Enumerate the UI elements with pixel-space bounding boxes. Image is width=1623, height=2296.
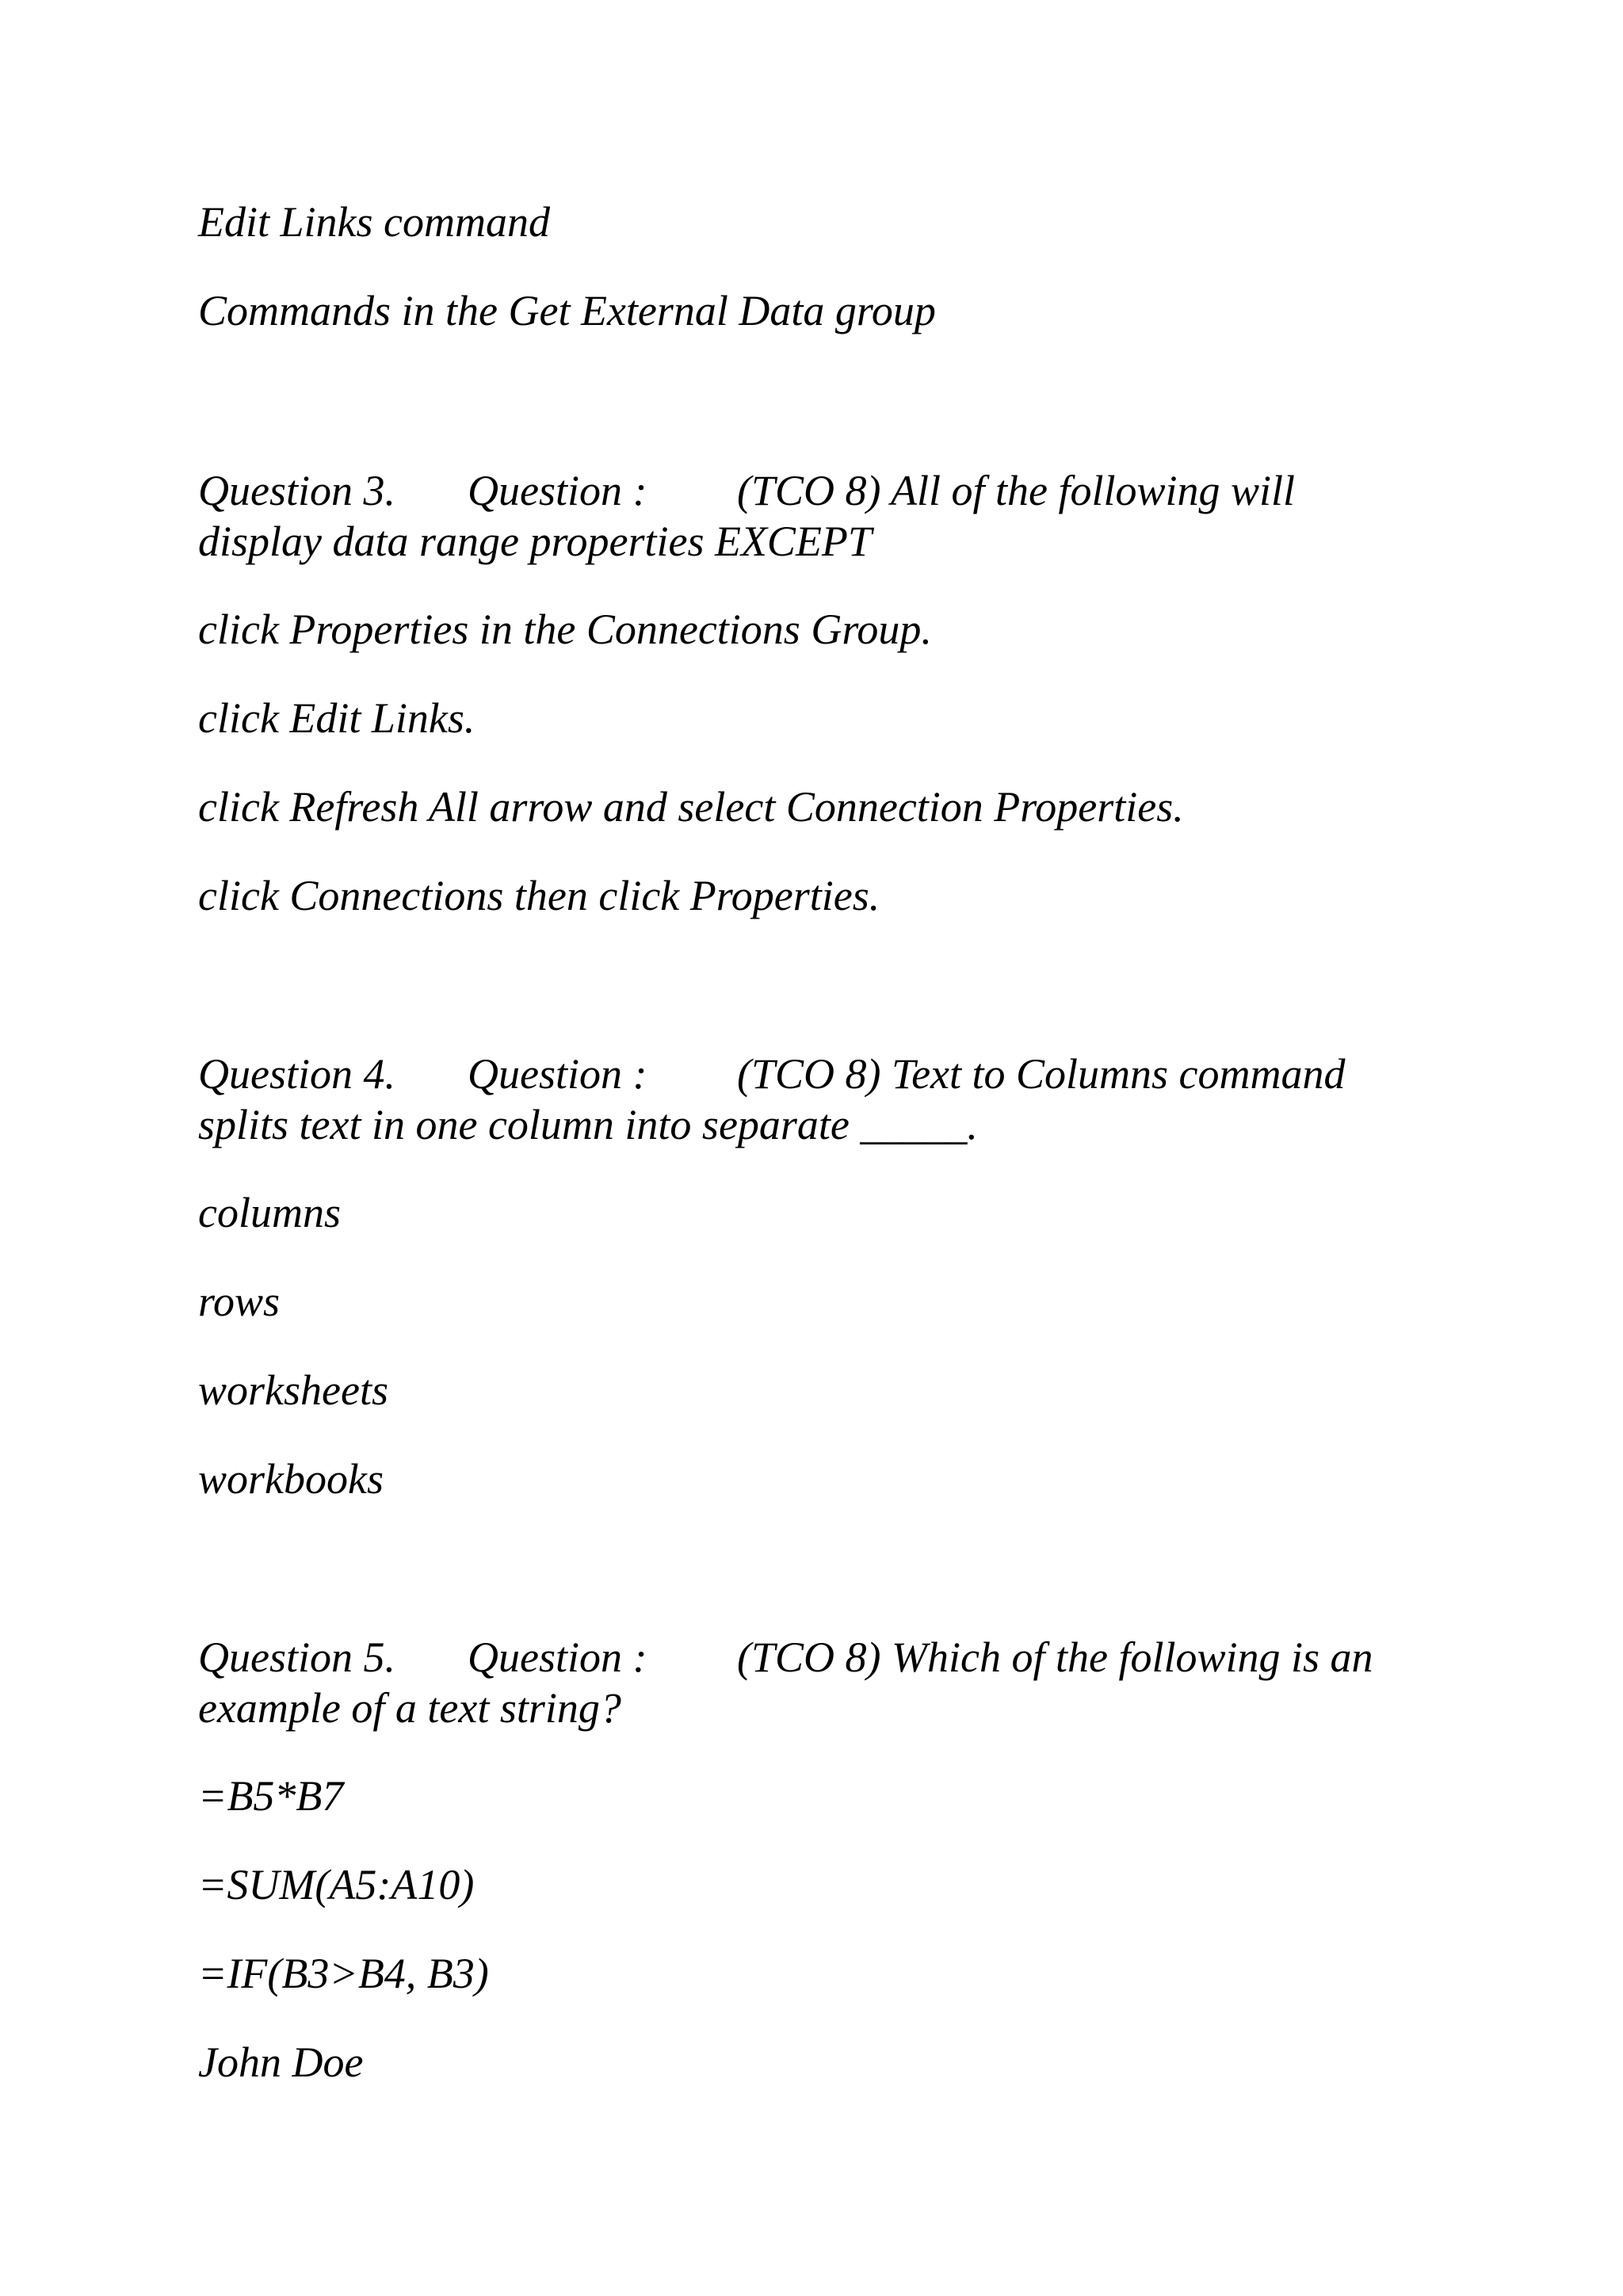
answer-option: =SUM(A5:A10) [198,1861,475,1908]
question-label: Question : [468,1050,647,1098]
question-number: Question 3. [198,467,395,514]
question-text: (TCO 8) Which of the following is an [737,1633,1373,1681]
answer-option: rows [198,1278,281,1325]
answer-option: columns [198,1189,341,1236]
answer-option: =B5*B7 [198,1772,344,1820]
answer-option: click Refresh All arrow and select Connection Properties. [198,783,1184,831]
question-block [198,465,1434,567]
answer-option: click Properties in the Connections Group. [198,606,932,653]
question-number: Question 4. [198,1050,395,1098]
question-text-continued: display data range properties EXCEPT [198,518,872,565]
answer-option: click Edit Links. [198,694,475,742]
answer-option: workbooks [198,1455,384,1503]
answer-option: worksheets [198,1366,388,1414]
answer-option: =IF(B3>B4, B3) [198,1950,489,1997]
answer-option: Edit Links command [198,198,550,246]
question-text-continued: example of a text string? [198,1684,621,1732]
question-block [198,1049,1434,1150]
question-block [198,1632,1434,1733]
question-text-continued: splits text in one column into separate _____. [198,1101,978,1148]
question-number: Question 5. [198,1633,395,1681]
question-text: (TCO 8) All of the following will [737,467,1296,514]
answer-option: Commands in the Get External Data group [198,287,936,334]
question-label: Question : [468,467,647,514]
answer-option: John Doe [198,2038,364,2086]
answer-option: click Connections then click Properties. [198,872,880,919]
question-label: Question : [468,1633,647,1681]
question-text: (TCO 8) Text to Columns command [737,1050,1346,1098]
